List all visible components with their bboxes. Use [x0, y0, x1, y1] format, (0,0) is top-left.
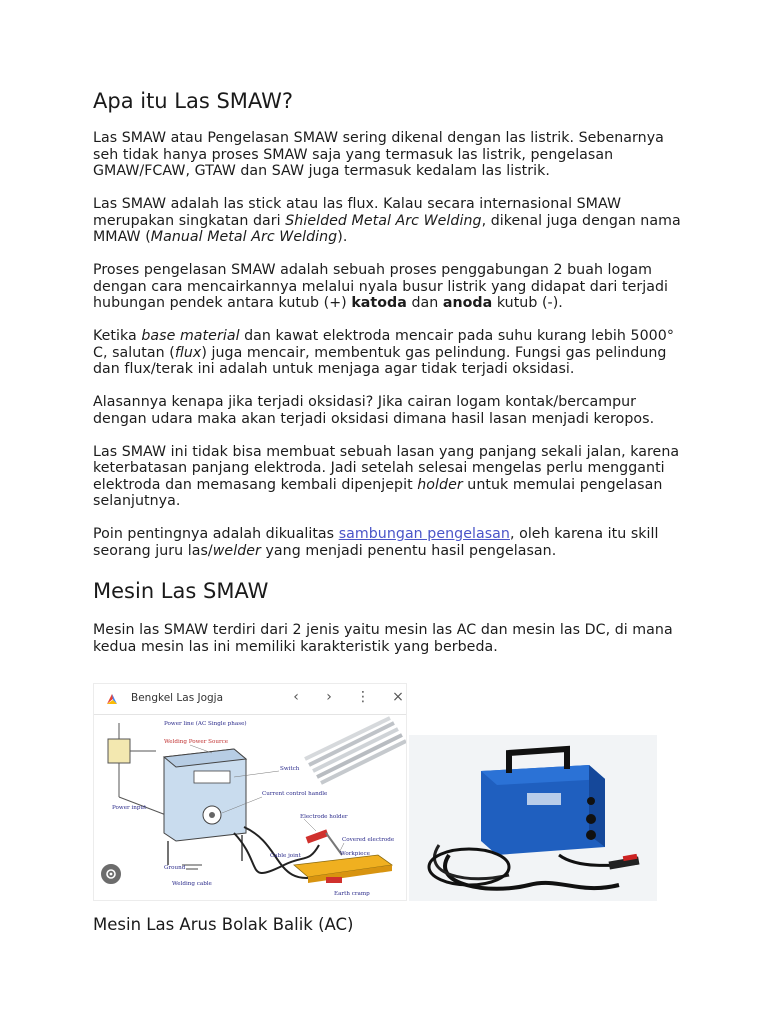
- paragraph-limitation: Las SMAW ini tidak bisa membuat sebuah lasan yang panjang sekali jalan, karena keterbatasan panjang elektroda. Jadi setelah selesai mengelas perlu mengganti elektroda dan memasang kembali dipenjepit holder untuk memulai pengelasan selanjutnya.: [93, 443, 680, 509]
- label-current-control: Current control handle: [262, 791, 328, 797]
- label-power-source: Welding Power Source: [164, 739, 229, 745]
- paragraph-mesin-intro: Mesin las SMAW terdiri dari 2 jenis yaitu mesin las AC dan mesin las DC, di mana kedua mesin las ini memiliki karakteristik yang berbeda.: [93, 622, 673, 655]
- browser-title: Bengkel Las Jogja: [131, 692, 224, 704]
- image-panel: [93, 683, 657, 901]
- google-lens-logo-icon: [105, 692, 119, 706]
- section-title-mesin: Mesin Las SMAW: [93, 579, 269, 603]
- paragraph-quality: Poin pentingnya adalah dikualitas sambungan pengelasan, oleh karena itu skill seorang juru las/welder yang menjadi penentu hasil pengelasan.: [93, 526, 659, 559]
- label-electrode-holder: Electrode holder: [300, 814, 348, 820]
- image-caption: Mesin Las Arus Bolak Balik (AC): [93, 915, 354, 934]
- label-covered-electrode: Covered electrode: [342, 837, 395, 843]
- label-earth-cramp: Earth cramp: [334, 891, 370, 897]
- lens-search-icon[interactable]: [99, 862, 123, 886]
- article-body: [93, 86, 683, 672]
- paragraph-definition: Las SMAW adalah las stick atau las flux. Kalau secara internasional SMAW merupakan singkatan dari Shielded Metal Arc Welding, dikenal juga dengan nama MMAW (Manual Metal Arc Welding).: [93, 196, 681, 245]
- forward-chevron-icon[interactable]: ›: [326, 689, 332, 705]
- label-welding-cable: Welding cable: [172, 881, 212, 887]
- section-title-smaw: Apa itu Las SMAW?: [93, 89, 294, 113]
- paragraph-intro: Las SMAW atau Pengelasan SMAW sering dikenal dengan las listrik. Sebenarnya seh tidak hanya proses SMAW saja yang termasuk las listrik, pengelasan GMAW/FCAW, GTAW dan SAW juga termasuk kedalam las listrik.: [93, 130, 664, 179]
- power-box: [108, 739, 130, 763]
- diagram-image[interactable]: [93, 683, 407, 901]
- paragraph-melting: Ketika base material dan kawat elektroda mencair pada suhu kurang lebih 5000° C, salutan (flux) juga mencair, membentuk gas pelindung. Fungsi gas pelindung dan flux/terak ini adalah untuk menjaga agar tidak terjadi oksidasi.: [93, 328, 674, 377]
- label-power-line: Power line (AC Single phase): [164, 721, 247, 727]
- label-workpiece: Workpiece: [340, 851, 370, 857]
- label-ground: Ground: [164, 865, 186, 871]
- link-sambungan-pengelasan[interactable]: sambungan pengelasan: [338, 526, 510, 542]
- more-options-icon[interactable]: ⋮: [356, 689, 370, 705]
- browser-bar: [94, 684, 407, 715]
- label-cable-joint: Cable joint: [270, 853, 301, 859]
- label-switch: Switch: [280, 766, 300, 772]
- paragraph-process: Proses pengelasan SMAW adalah sebuah proses penggabungan 2 buah logam dengan cara mencairkannya melalui nyala busur listrik yang didapat dari terjadi hubungan pendek antara kutub (+) katoda dan anoda kutub (-).: [93, 262, 669, 311]
- smaw-diagram: [94, 715, 407, 901]
- electrodes-illustration: [305, 718, 406, 783]
- welding-machine-photo: [409, 735, 657, 901]
- close-icon[interactable]: ×: [392, 689, 404, 705]
- label-power-input: Power input: [112, 805, 147, 811]
- back-chevron-icon[interactable]: ‹: [293, 689, 299, 705]
- paragraph-oxidation: Alasannya kenapa jika terjadi oksidasi? Jika cairan logam kontak/bercampur dengan udara maka akan terjadi oksidasi dimana hasil lasan menjadi keropos.: [93, 394, 655, 427]
